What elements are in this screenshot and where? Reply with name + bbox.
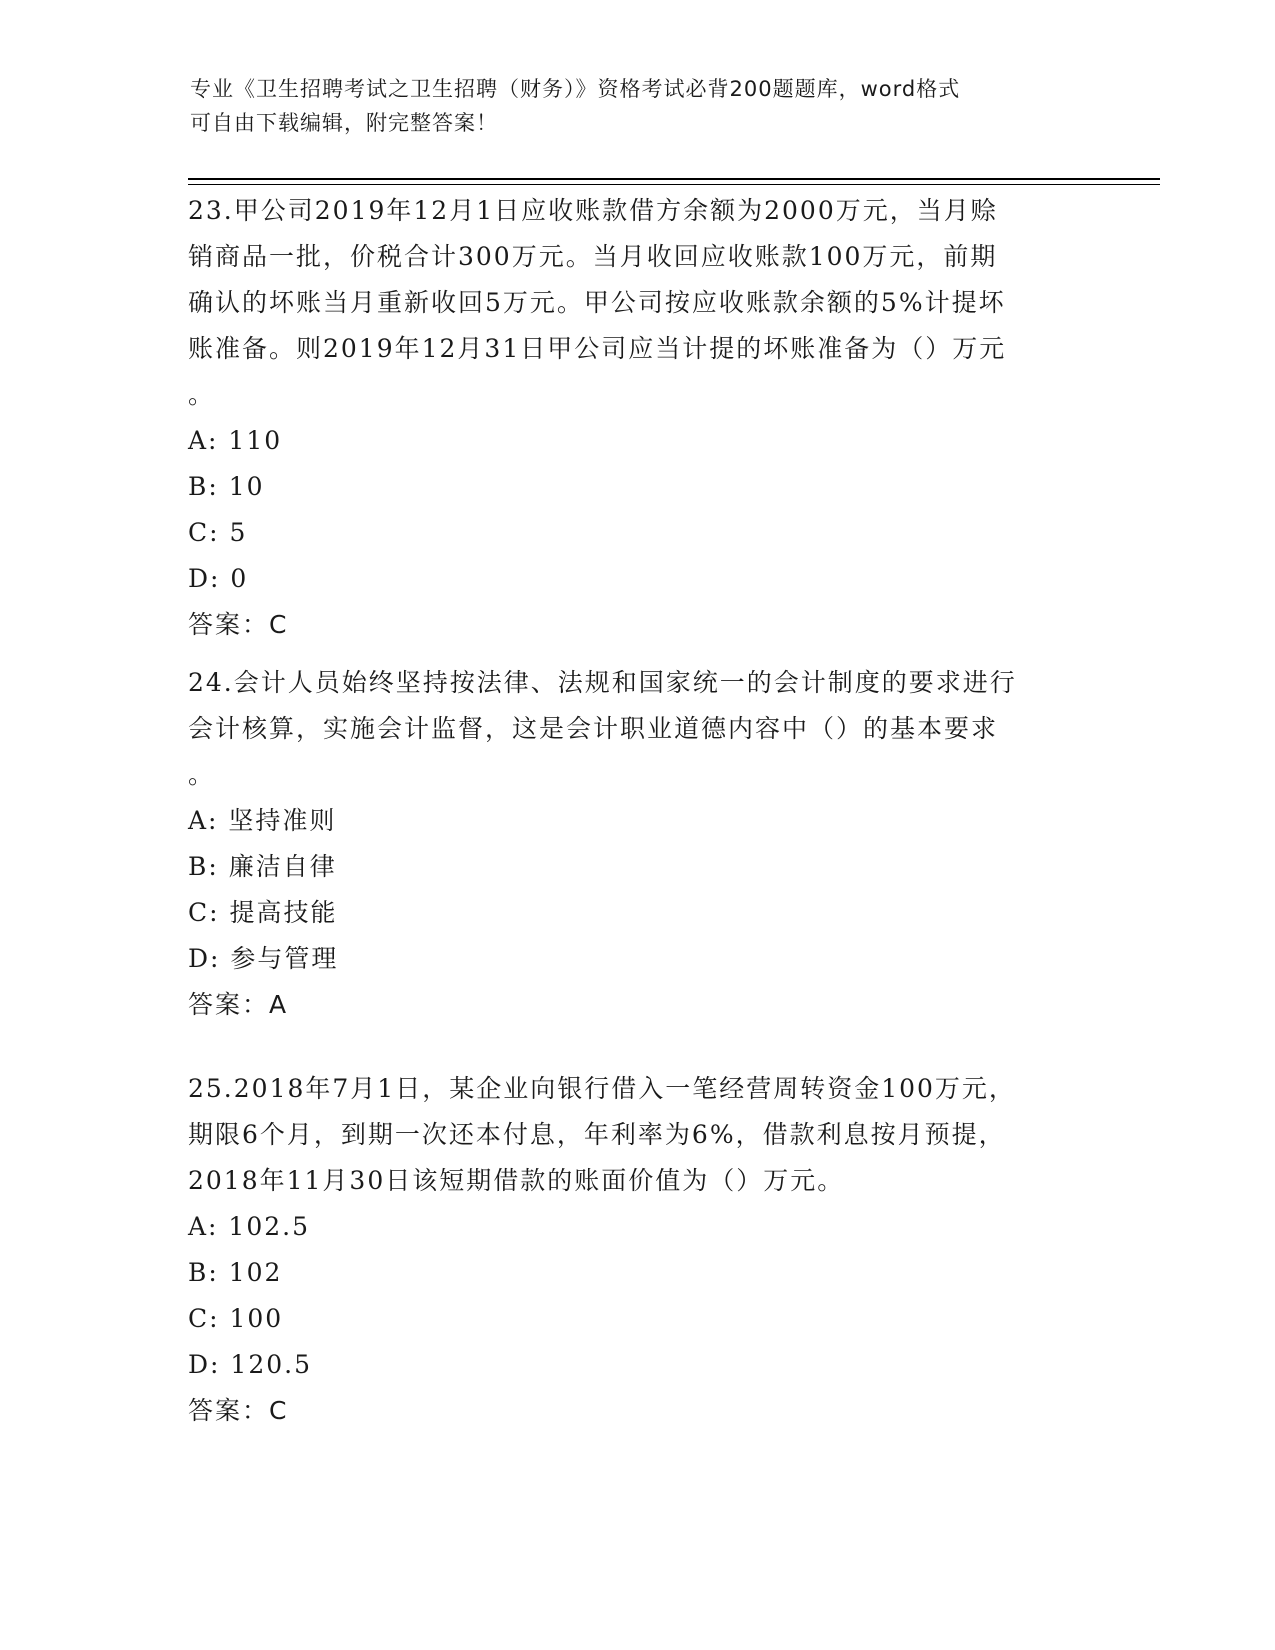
question-25 xyxy=(188,1066,1088,1434)
stem-line: 24.会计人员始终坚持按法律、法规和国家统一的会计制度的要求进行 xyxy=(188,668,1017,697)
option-b: B: 廉洁自律 xyxy=(188,852,337,881)
header-line-1: 专业《卫生招聘考试之卫生招聘（财务）》资格考试必背200题题库，word格式 xyxy=(190,77,961,101)
question-stem xyxy=(188,1066,1088,1204)
question-stem xyxy=(188,660,1088,798)
header-divider-thick xyxy=(188,178,1160,180)
stem-line: 会计核算，实施会计监督，这是会计职业道德内容中（）的基本要求 xyxy=(188,714,999,743)
stem-line: 期限6个月，到期一次还本付息，年利率为6%，借款利息按月预提， xyxy=(188,1120,1006,1149)
question-23 xyxy=(188,188,1088,648)
answer: 答案：C xyxy=(188,610,289,639)
question-stem xyxy=(188,188,1088,418)
option-c: C: 100 xyxy=(188,1304,284,1333)
stem-line: 确认的坏账当月重新收回5万元。甲公司按应收账款余额的5%计提坏 xyxy=(188,288,1006,317)
document-header xyxy=(190,72,1080,140)
stem-line: 23.甲公司2019年12月1日应收账款借方余额为2000万元，当月赊 xyxy=(188,196,998,225)
stem-line: 2018年11月30日该短期借款的账面价值为（）万元。 xyxy=(188,1166,845,1195)
option-a: A: 坚持准则 xyxy=(188,806,337,835)
option-d: D: 0 xyxy=(188,564,249,593)
header-line-2: 可自由下载编辑，附完整答案！ xyxy=(190,111,498,135)
header-divider-thin xyxy=(188,184,1160,185)
stem-line: 账准备。则2019年12月31日甲公司应当计提的坏账准备为（）万元 xyxy=(188,334,1007,363)
option-c: C: 5 xyxy=(188,518,248,547)
answer: 答案：C xyxy=(188,1396,289,1425)
stem-line: 25.2018年7月1日，某企业向银行借入一笔经营周转资金100万元， xyxy=(188,1074,1016,1103)
stem-line: 。 xyxy=(188,760,216,789)
stem-line: 。 xyxy=(188,380,216,409)
answer: 答案：A xyxy=(188,990,289,1019)
option-d: D: 120.5 xyxy=(188,1350,312,1379)
option-a: A: 102.5 xyxy=(188,1212,310,1241)
option-b: B: 102 xyxy=(188,1258,283,1287)
option-a: A: 110 xyxy=(188,426,283,455)
option-b: B: 10 xyxy=(188,472,265,501)
stem-line: 销商品一批，价税合计300万元。当月收回应收账款100万元，前期 xyxy=(188,242,998,271)
option-c: C: 提高技能 xyxy=(188,898,338,927)
option-d: D: 参与管理 xyxy=(188,944,339,973)
question-24 xyxy=(188,660,1088,1028)
